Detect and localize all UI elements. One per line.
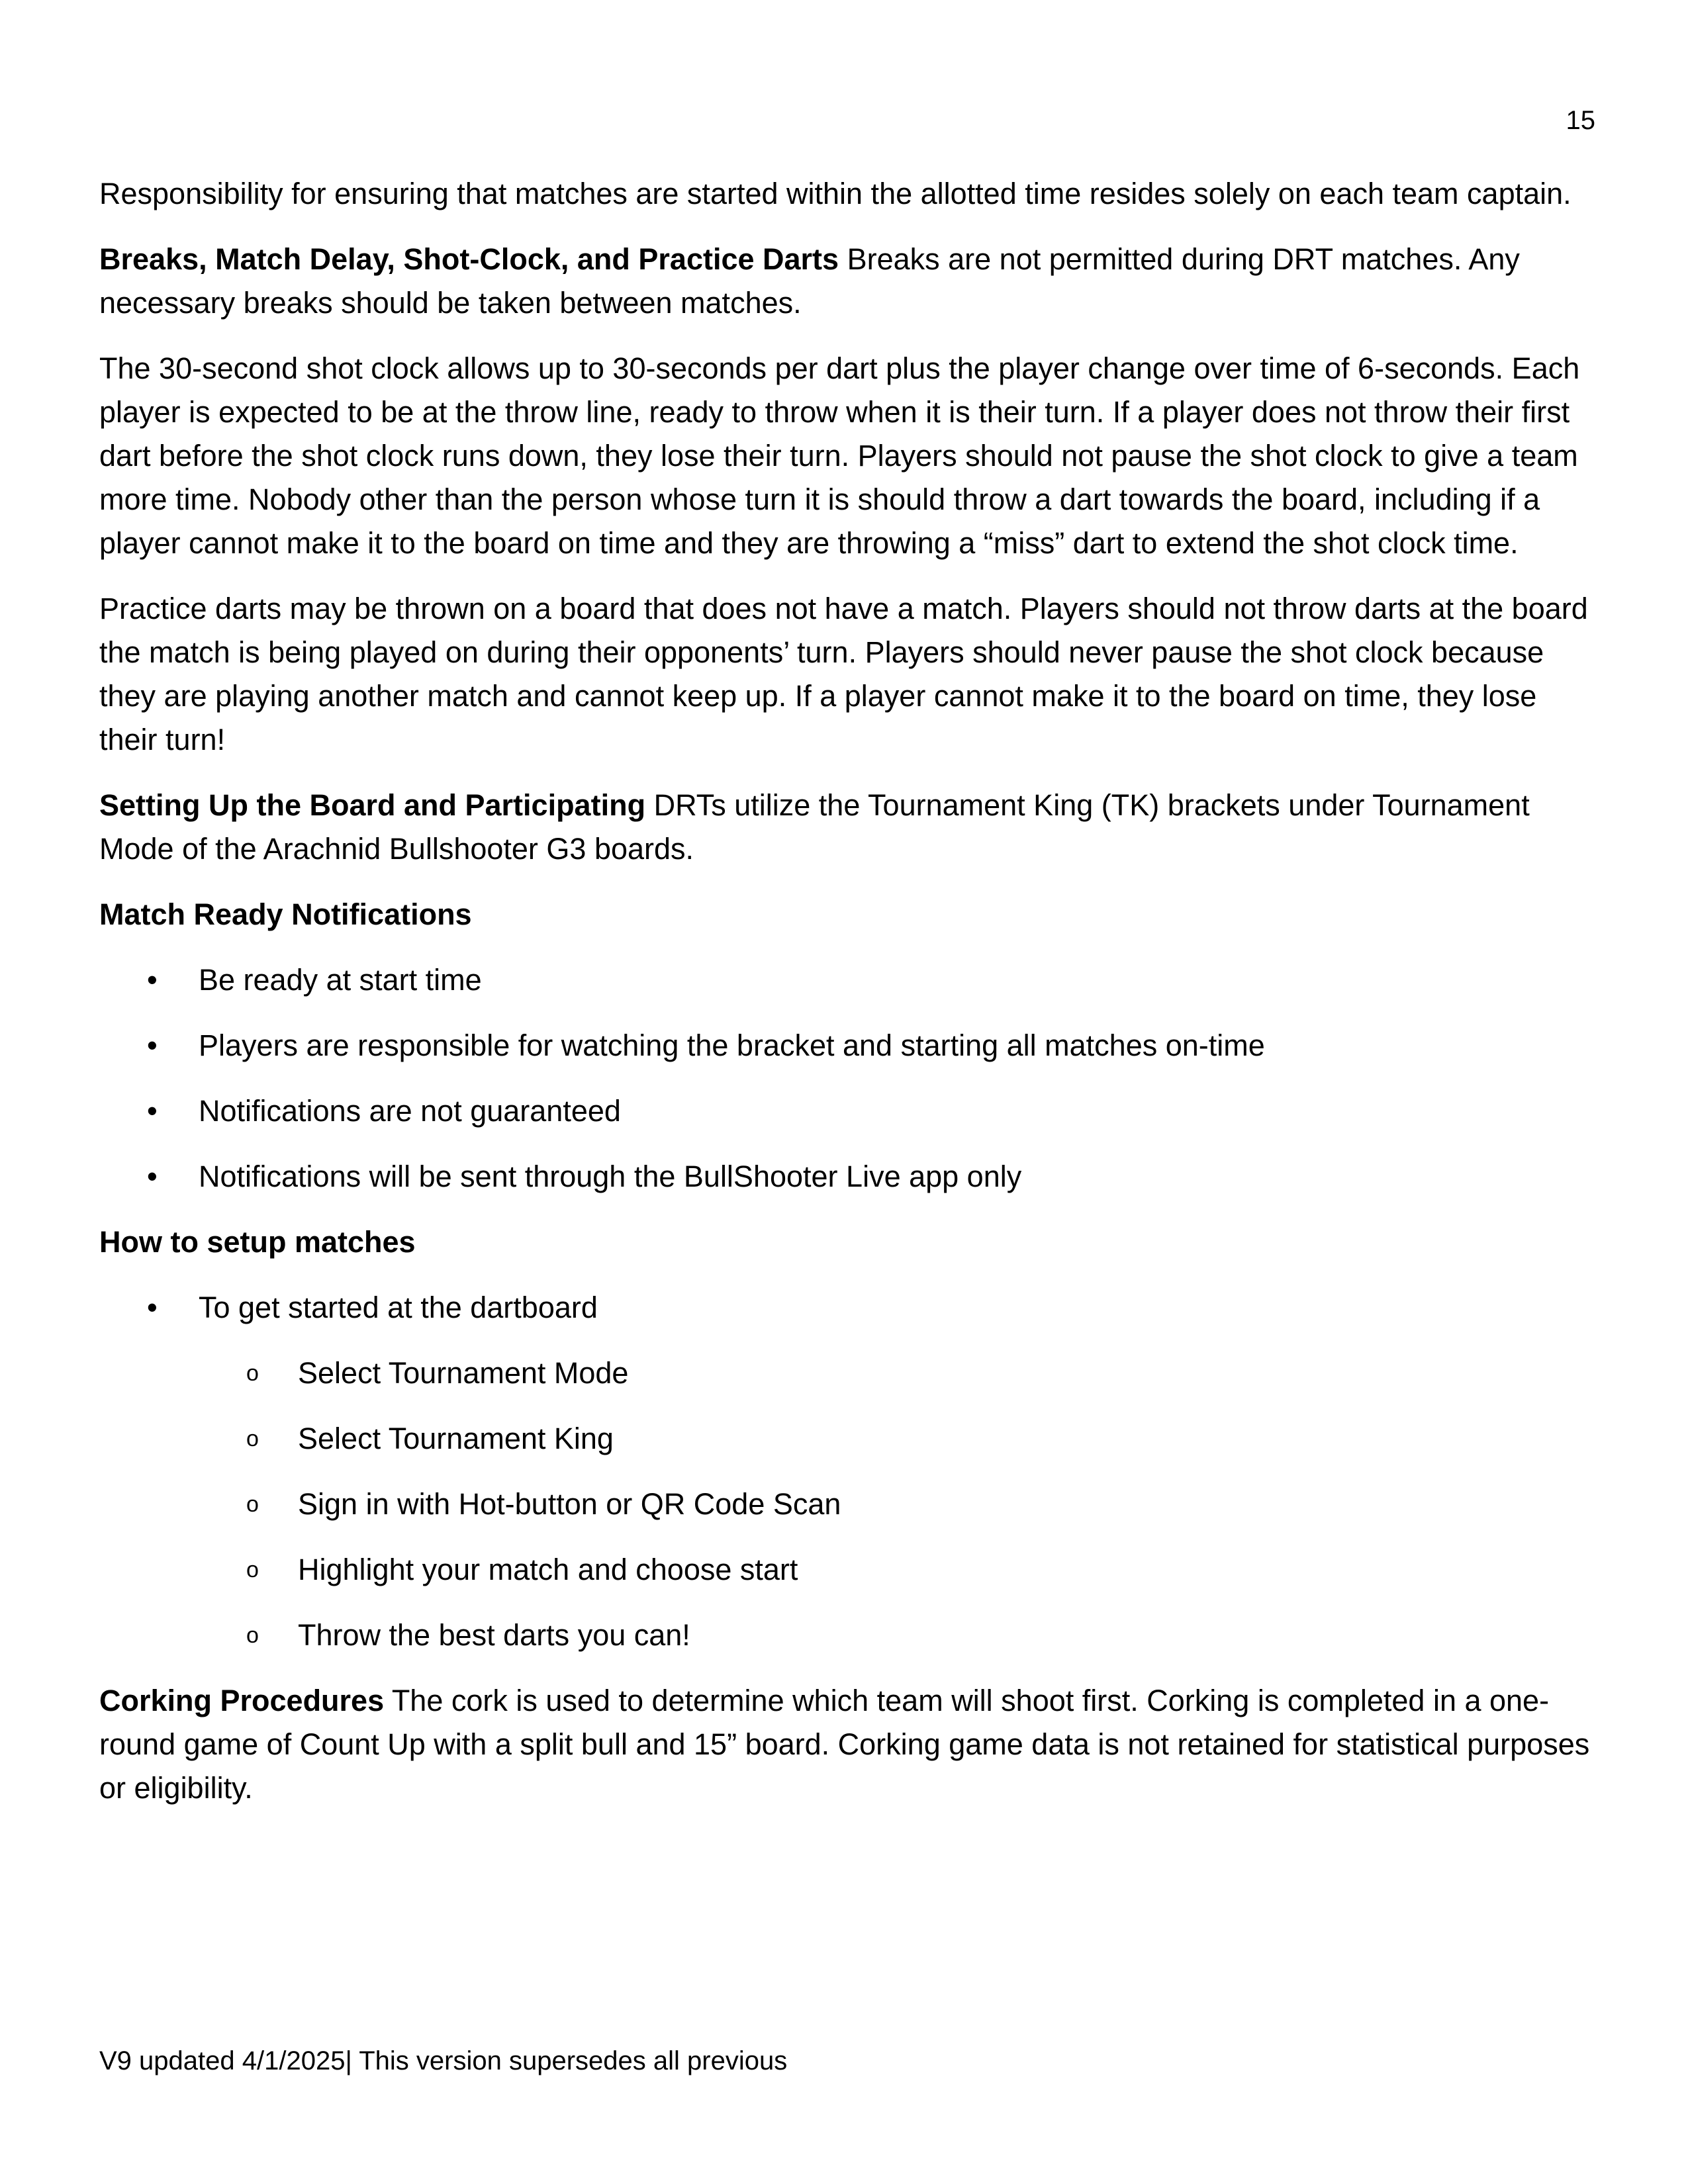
- paragraph-setup: [99, 784, 1595, 871]
- corking-heading: Corking Procedures: [99, 1684, 385, 1717]
- bullet-icon: •: [147, 963, 158, 997]
- list-item: [99, 1417, 1595, 1461]
- list-item: [99, 1024, 1595, 1068]
- list-item: [99, 1089, 1595, 1133]
- list-item-text: Notifications will be sent through the BullShooter Live app only: [199, 1160, 1022, 1193]
- list-item-text: Highlight your match and choose start: [298, 1553, 798, 1586]
- paragraph-corking: [99, 1679, 1595, 1810]
- list-item: [99, 958, 1595, 1002]
- list-item-text: Be ready at start time: [199, 963, 482, 997]
- breaks-heading: Breaks, Match Delay, Shot-Clock, and Practice Darts: [99, 242, 839, 276]
- list-item: [99, 1548, 1595, 1592]
- page-number: 15: [1566, 106, 1595, 135]
- circle-bullet-icon: o: [246, 1557, 259, 1582]
- how-to-setup-list: [99, 1286, 1595, 1330]
- bullet-icon: •: [147, 1160, 158, 1193]
- document-body: [99, 172, 1595, 1832]
- paragraph-practice-darts: Practice darts may be thrown on a board that does not have a match. Players should not throw darts at the board the match is being played on during their opponents’ turn. Players should never pause the shot clock because they are playing another match and cannot keep up. If a player cannot make it to the board on time, they lose their turn!: [99, 592, 1588, 756]
- list-item-text: To get started at the dartboard: [199, 1291, 598, 1324]
- match-ready-list: [99, 958, 1595, 1199]
- circle-bullet-icon: o: [246, 1492, 259, 1517]
- match-ready-heading: Match Ready Notifications: [99, 897, 472, 931]
- list-item-text: Players are responsible for watching the bracket and starting all matches on-time: [199, 1028, 1265, 1062]
- bullet-icon: •: [147, 1028, 158, 1062]
- paragraph-breaks: [99, 238, 1595, 325]
- corking-text: The cork is used to determine which team will shoot first. Corking is completed in a one-round game of Count Up with a split bull and 15” board. Corking game data is not retained for statistical purposes or eligibility.: [99, 1684, 1590, 1805]
- setup-text: DRTs utilize the Tournament King (TK) brackets under Tournament Mode of the Arachnid Bullshooter G3 boards.: [99, 788, 1530, 866]
- paragraph-shot-clock: The 30-second shot clock allows up to 30-seconds per dart plus the player change over time of 6-seconds. Each player is expected to be at the throw line, ready to throw when it is their turn. If a player does not throw their first dart before the shot clock runs down, they lose their turn. Players should not pause the shot clock to give a team more time. Nobody other than the person whose turn it is should throw a dart towards the board, including if a player cannot make it to the board on time and they are throwing a “miss” dart to extend the shot clock time.: [99, 351, 1580, 560]
- list-item-text: Throw the best darts you can!: [298, 1618, 690, 1652]
- setup-heading: Setting Up the Board and Participating: [99, 788, 646, 822]
- setup-steps-list: [99, 1351, 1595, 1657]
- circle-bullet-icon: o: [246, 1426, 259, 1451]
- list-item-text: Notifications are not guaranteed: [199, 1094, 621, 1128]
- bullet-icon: •: [147, 1094, 158, 1128]
- list-item: [99, 1351, 1595, 1395]
- list-item: [99, 1614, 1595, 1657]
- paragraph-responsibility: Responsibility for ensuring that matches are started within the allotted time resides solely on each team captain.: [99, 177, 1571, 210]
- breaks-text: Breaks are not permitted during DRT matches. Any necessary breaks should be taken between matches.: [99, 242, 1520, 320]
- list-item-text: Select Tournament King: [298, 1422, 614, 1455]
- how-to-setup-heading: How to setup matches: [99, 1225, 416, 1259]
- list-item-text: Select Tournament Mode: [298, 1356, 629, 1390]
- list-item: [99, 1286, 1595, 1330]
- bullet-icon: •: [147, 1291, 158, 1324]
- list-item-text: Sign in with Hot-button or QR Code Scan: [298, 1487, 841, 1521]
- page-footer: V9 updated 4/1/2025| This version supersedes all previous: [99, 2046, 788, 2075]
- list-item: [99, 1482, 1595, 1526]
- circle-bullet-icon: o: [246, 1623, 259, 1648]
- list-item: [99, 1155, 1595, 1199]
- circle-bullet-icon: o: [246, 1361, 259, 1386]
